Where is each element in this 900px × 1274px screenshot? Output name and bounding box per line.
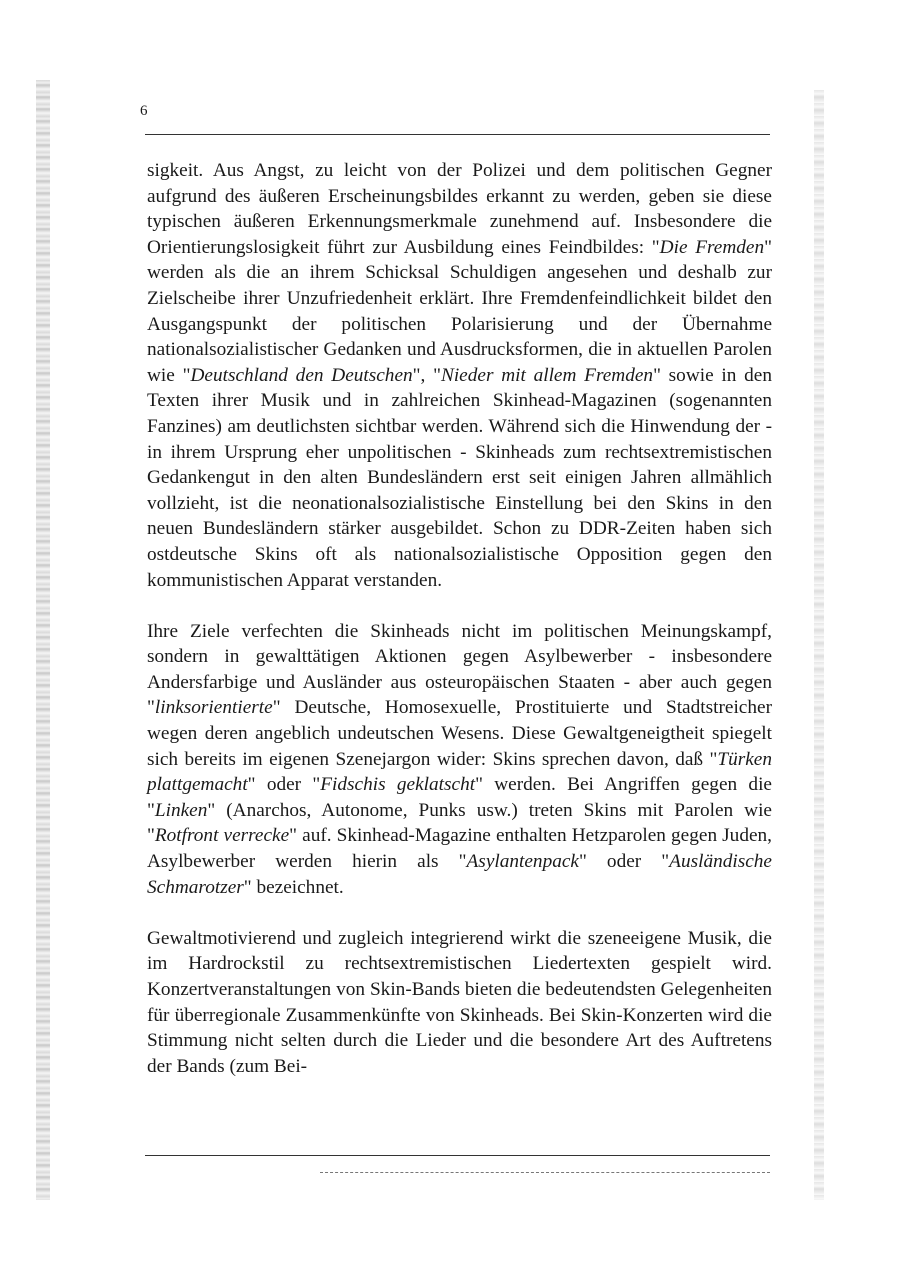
scan-edge-left [36, 80, 50, 1200]
paragraph-3 [147, 926, 772, 1080]
quoted-term: Ausländische Schmarotzer [147, 851, 772, 898]
scan-edge-right [814, 90, 824, 1200]
quoted-term: Die Fremden [659, 236, 765, 258]
quoted-term: Deutschland den Deutschen [190, 364, 413, 386]
quoted-term: Fidschis geklatscht [320, 774, 476, 796]
footer-rule [145, 1155, 770, 1156]
quoted-term: Asylantenpack [466, 851, 579, 873]
quoted-term: Linken [154, 799, 208, 821]
text-run: " (Anarchos, Autonome, Punks usw.) treten Skins mit Parolen wie " [147, 799, 772, 847]
text-run: " oder " [578, 851, 670, 873]
text-run: " werden als die an ihrem Schicksal Schuldigen angesehen und deshalb zur Zielscheibe ihrer Unzufriedenheit erklärt. Ihre Fremdenfeindlichkeit bildet den Ausgangspunkt der politischen Polarisierung und der Übernahme nationalsozialistischer Gedanken und Ausdrucksformen, die in aktuellen Parolen wie " [147, 236, 773, 386]
body-text [147, 158, 772, 1079]
text-run: " auf. Skinhead-Magazine enthalten Hetzparolen gegen Juden, Asylbewerber werden hierin als " [147, 825, 772, 873]
paragraph-2 [147, 619, 772, 901]
paragraph-1 [147, 158, 772, 593]
text-run: " werden. Bei Angriffen gegen die " [147, 774, 772, 821]
quoted-term: Nieder mit allem Fremden [440, 364, 654, 386]
text-run: " bezeichnet. [243, 876, 344, 898]
quoted-term: Türken plattgemacht [147, 748, 772, 796]
footer-dotted-rule [320, 1172, 770, 1173]
text-run: Gewaltmotivierend und zugleich integrierend wirkt die szeneeigene Musik, die im Hardrockstil zu rechtsextremistischen Liedertexten gespielt wird. Konzertveranstaltungen von Skin-Bands bieten die bedeutendsten Gelegenheiten für überregionale Zusammenkünfte von Skinheads. Bei Skin-Konzerten wird die Stimmung nicht selten durch die Lieder und die besondere Art des Auftretens der Bands (zum Bei- [147, 927, 772, 1077]
header-rule [145, 134, 770, 135]
text-run: Ihre Ziele verfechten die Skinheads nicht im politischen Meinungskampf, sondern in gewalttätigen Aktionen gegen Asylbewerber - insbesondere Andersfarbige und Ausländer aus osteuropäischen Staaten - aber auch gegen " [147, 620, 772, 719]
text-run: sigkeit. Aus Angst, zu leicht von der Polizei und dem politischen Gegner aufgrund des äußeren Erscheinungsbildes erkannt zu werden, geben sie diese typischen äußeren Erkennungsmerkmale zunehmend auf. Insbesondere die Orientierungslosigkeit führt zur Ausbildung eines Feindbildes: " [147, 160, 772, 258]
text-run: ", " [412, 364, 441, 386]
text-run: " oder " [247, 774, 321, 796]
text-run: " Deutsche, Homosexuelle, Prostituierte und Stadtstreicher wegen deren angeblich undeutschen Wesens. Diese Gewaltgeneigtheit spiegelt sich bereits im eigenen Szenejargon wider: Skins sprechen davon, daß " [147, 697, 772, 770]
quoted-term: Rotfront verrecke [154, 825, 290, 847]
quoted-term: linksorientierte [154, 697, 273, 719]
text-run: " sowie in den Texten ihrer Musik und in zahlreichen Skinhead-Magazinen (sogenannten Fanzines) am deutlichsten sichtbar werden. Während sich die Hinwendung der - in ihrem Ursprung eher unpolitischen - Skinheads zum rechtsextremistischen Gedankengut in den alten Bundesländern erst seit einigen Jahren allmählich vollzieht, ist die neonationalsozialistische Einstellung bei den Skins in den neuen Bundesländern stärker ausgebildet. Schon zu DDR-Zeiten haben sich ostdeutsche Skins oft als nationalsozialistische Opposition gegen den kommunistischen Apparat verstanden. [147, 364, 772, 591]
page-number: 6 [140, 103, 148, 119]
